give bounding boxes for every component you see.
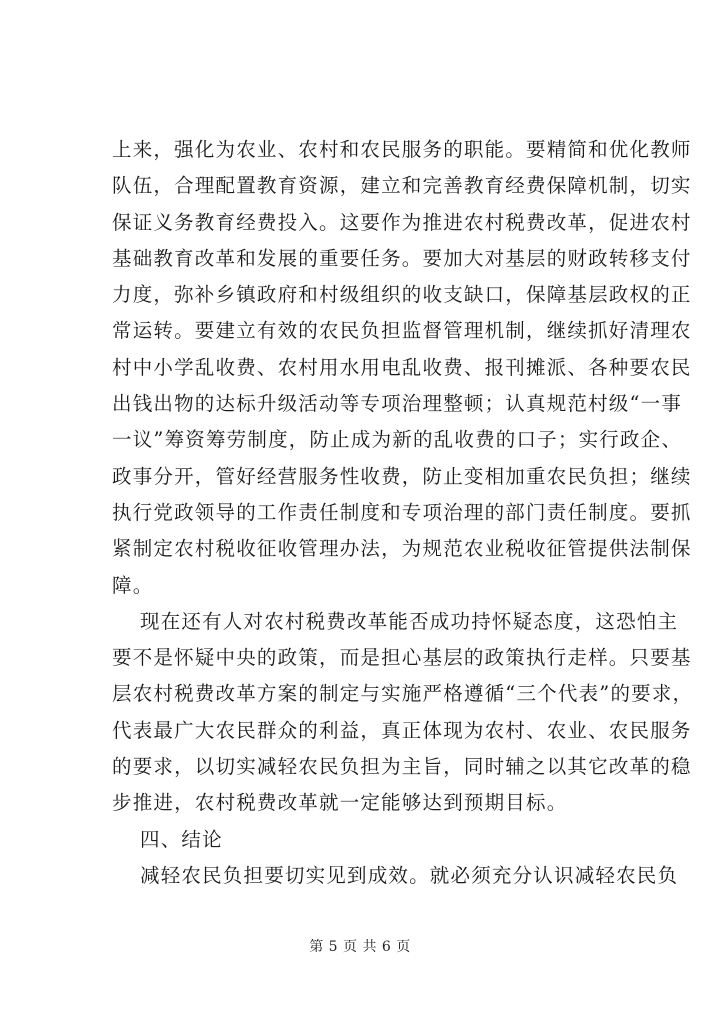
text-line: 紧制定农村税收征收管理办法，为规范农业税收征管提供法制保 — [112, 537, 692, 561]
text-line: 出钱出物的达标升级活动等专项治理整顿；认真规范村级“一事 — [112, 392, 683, 416]
body-text — [112, 132, 694, 894]
text-line: 上来，强化为农业、农村和农民服务的职能。要精简和优化教师 — [112, 138, 692, 161]
text-line: 层农村税费改革方案的制定与实施严格遵循“三个代表”的要求， — [112, 682, 694, 706]
text-line: 一议”筹资筹劳制度，防止成为新的乱收费的口子；实行政企、 — [112, 428, 683, 452]
text-line: 步推进，农村税费改革就一定能够达到预期目标。 — [112, 791, 568, 815]
text-line: 常运转。要建立有效的农民负担监督管理机制，继续抓好清理农 — [112, 319, 692, 343]
text-line: 基础教育改革和发展的重要任务。要加大对基层的财政转移支付 — [112, 246, 692, 270]
text-line: 代表最广大农民群众的利益，真正体现为农村、农业、农民服务 — [112, 718, 692, 742]
paragraph-first-line: 现在还有人对农村税费改革能否成功持怀疑态度，这恐怕主 — [140, 609, 679, 633]
text-line: 力度，弥补乡镇政府和村级组织的收支缺口，保障基层政权的正 — [112, 283, 692, 307]
section-heading: 四、结论 — [140, 827, 223, 851]
page-footer: 第 5 页 共 6 页 — [309, 939, 411, 955]
text-line: 障。 — [112, 573, 154, 597]
paragraph-first-line: 减轻农民负担要切实见到成效。就必须充分认识减轻农民负 — [140, 863, 679, 887]
text-line: 的要求，以切实减轻农民负担为主旨，同时辅之以其它改革的稳 — [112, 755, 692, 779]
text-line: 执行党政领导的工作责任制度和专项治理的部门责任制度。要抓 — [112, 500, 692, 524]
text-line: 村中小学乱收费、农村用水用电乱收费、报刊摊派、各种要农民 — [112, 355, 692, 379]
text-line: 队伍，合理配置教育资源，建立和完善教育经费保障机制，切实 — [112, 174, 692, 198]
text-line: 政事分开，管好经营服务性收费，防止变相加重农民负担；继续 — [112, 464, 692, 488]
text-line: 保证义务教育经费投入。这要作为推进农村税费改革，促进农村 — [112, 210, 692, 234]
text-line: 要不是怀疑中央的政策，而是担心基层的政策执行走样。只要基 — [112, 646, 692, 670]
